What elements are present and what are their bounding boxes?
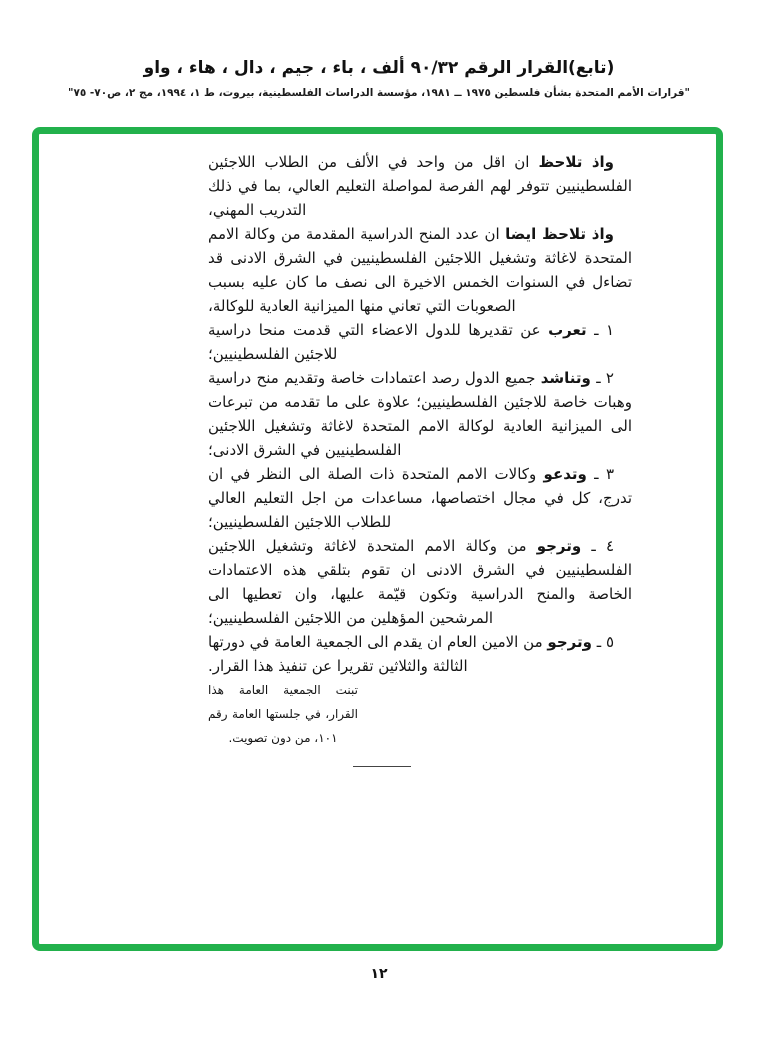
paragraph-lead: وترجو	[547, 633, 592, 651]
adoption-note: تبنت الجمعية العامة هذا القرار، في جلستها العامة رقم ١٠١، من دون تصويت.	[208, 683, 358, 745]
paragraph-number: ١ ـ	[586, 321, 614, 339]
paragraph-lead: وتدعو	[543, 465, 587, 483]
page-number: ١٢	[370, 966, 388, 982]
paragraph-number: ٢ ـ	[590, 369, 614, 387]
paragraph-number: ٤ ـ	[581, 537, 614, 555]
body-paragraph: ٣ ـ وتدعو وكالات الامم المتحدة ذات الصلة الى النظر في ان تدرج، كل في مجال اختصاصها، مساعدات من اجل التعليم العالي للطلاب اللاجئين الفلسطينيين؛	[208, 465, 632, 531]
page-subtitle: "قرارات الأمم المتحدة بشأن فلسطين ١٩٧٥ ــ ١٩٨١، مؤسسة الدراسات الفلسطينية، بيروت، ط ١، ١٩٩٤، مج ٢، ص٧٠- ٧٥"	[67, 87, 691, 99]
paragraph-lead: وترجو	[536, 537, 582, 555]
body-paragraph: ٤ ـ وترجو من وكالة الامم المتحدة لاغاثة وتشغيل اللاجئين الفلسطينيين في الشرق الادنى ان تقوم بتلقي هذه الاعتمادات الخاصة والمنح الدراسية وتكون قيّمة عليها، وان تعطيها الى المرشحين المؤهلين من اللاجئين الفلسطينيين؛	[208, 537, 632, 627]
paragraph-lead: واذ تلاحظ	[538, 153, 615, 171]
body-paragraph: ٥ ـ وترجو من الامين العام ان يقدم الى الجمعية العامة في دورتها الثالثة والثلاثين تقريرا عن تنفيذ هذا القرار.	[208, 633, 615, 675]
paragraph-number: ٣ ـ	[586, 465, 614, 483]
body-paragraph: ٢ ـ وتناشد جميع الدول رصد اعتمادات خاصة وتقديم منح دراسية وهبات خاصة للاجئين الفلسطينيين؛ علاوة على ما تقدمه من تبرعات الى الميزانية العادية لوكالة الامم المتحدة لاغاثة وتشغيل اللاجئين الفلسطينيين في الشرق الادنى؛	[208, 369, 632, 459]
paragraph-number: ٥ ـ	[591, 633, 615, 651]
page-title: (تابع)القرار الرقم ٩٠/٣٢ ألف ، باء ، جيم ، دال ، هاء ، واو	[143, 58, 615, 78]
paragraph-lead: تعرب	[548, 321, 587, 339]
body-text	[208, 150, 632, 750]
body-paragraph: واذ تلاحظ ايضا ان عدد المنح الدراسية المقدمة من وكالة الامم المتحدة لاغاثة وتشغيل اللاجئين الفلسطينيين في الشرق الادنى قد تضاءل في السنوات الخمس الاخيرة الى نصف ما كان عليه بسبب الصعوبات التي تعاني منها الميزانية العادية للوكالة،	[208, 225, 632, 315]
paragraph-lead: واذ تلاحظ ايضا	[505, 225, 614, 243]
separator-rule	[353, 766, 411, 767]
body-paragraph: ١ ـ تعرب عن تقديرها للدول الاعضاء التي قدمت منحا دراسية للاجئين الفلسطينيين؛	[208, 321, 614, 363]
body-paragraph: واذ تلاحظ ان اقل من واحد في الألف من الطلاب اللاجئين الفلسطينيين تتوفر لهم الفرصة لمواصلة التعليم العالي، بما في ذلك التدريب المهني،	[208, 153, 632, 219]
paragraph-lead: وتناشد	[540, 369, 591, 387]
page-header	[0, 58, 758, 99]
